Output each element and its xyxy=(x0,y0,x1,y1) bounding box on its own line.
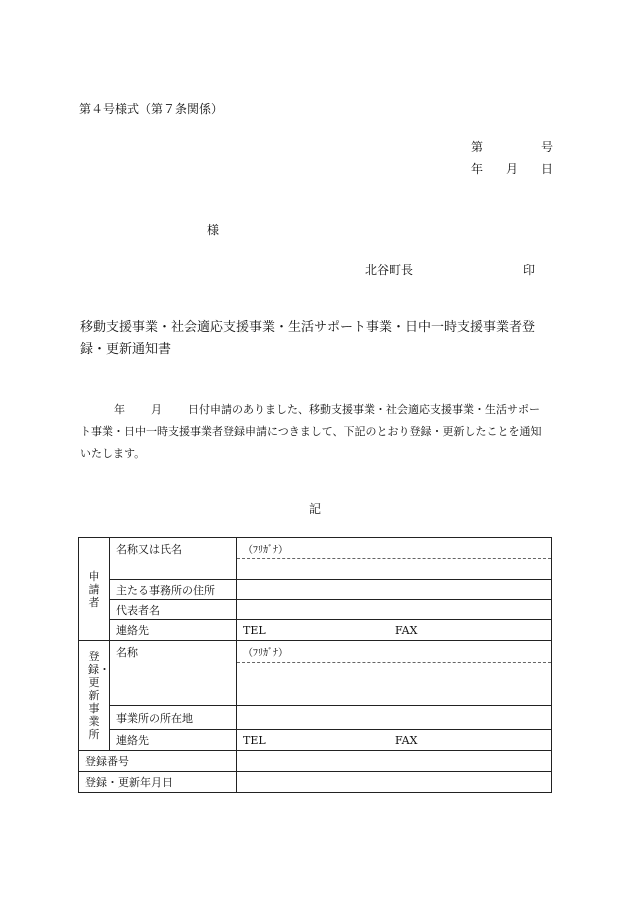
seal-mark: 印 xyxy=(523,263,536,277)
office-location-label: 事業所の所在地 xyxy=(110,706,237,730)
form-number: 第４号様式（第７条関係） xyxy=(79,102,224,116)
addressee-honorific: 様 xyxy=(207,223,220,237)
notice-body xyxy=(80,399,550,465)
office-fax-label: FAX xyxy=(395,733,418,747)
ki-heading: 記 xyxy=(309,502,322,516)
representative-field[interactable] xyxy=(237,600,552,620)
main-office-address-field[interactable] xyxy=(237,580,552,600)
office-furigana-field[interactable]: （ﾌﾘｶﾞﾅ） xyxy=(237,641,552,663)
registration-number-field[interactable] xyxy=(237,751,552,772)
body-month: 月 xyxy=(151,403,162,416)
applicant-contact-field[interactable] xyxy=(237,620,552,641)
office-location-field[interactable] xyxy=(237,706,552,730)
date-day-label: 日 xyxy=(541,162,554,176)
registration-date-label: 登録・更新年月日 xyxy=(79,772,237,793)
registration-number-label: 登録番号 xyxy=(79,751,237,772)
representative-label: 代表者名 xyxy=(110,600,237,620)
office-contact-field[interactable] xyxy=(237,730,552,751)
office-name-label: 名称 xyxy=(110,641,237,706)
office-contact-label: 連絡先 xyxy=(110,730,237,751)
office-name-field[interactable] xyxy=(237,663,552,706)
document-number-label: 第 xyxy=(471,140,484,154)
date-year-label: 年 xyxy=(471,162,484,176)
issuer-name: 北谷町長 xyxy=(365,263,414,277)
registration-date-field[interactable] xyxy=(237,772,552,793)
document-title: 移動支援事業・社会適応支援事業・生活サポート事業・日中一時支援事業者登録・更新通知書 xyxy=(80,320,536,357)
office-tel-label: TEL xyxy=(243,733,266,747)
registration-table xyxy=(78,537,552,793)
applicant-fax-label: FAX xyxy=(395,623,418,637)
registrant-group-label: 登録・更新事業所 xyxy=(79,641,110,751)
date-month-label: 月 xyxy=(506,162,519,176)
main-office-address-label: 主たる事務所の住所 xyxy=(110,580,237,600)
body-year: 年 xyxy=(114,403,125,416)
applicant-name-field[interactable] xyxy=(237,559,552,580)
document-number-suffix: 号 xyxy=(541,140,554,154)
applicant-contact-label: 連絡先 xyxy=(110,620,237,641)
applicant-group-label: 申請者 xyxy=(79,538,110,641)
applicant-tel-label: TEL xyxy=(243,623,266,637)
body-text: 日付申請のありました、移動支援事業・社会適応支援事業・生活サポート事業・日中一時支援事業者登録申請につきまして、下記のとおり登録・更新したことを通知いたします。 xyxy=(80,403,542,460)
applicant-name-label: 名称又は氏名 xyxy=(110,538,237,580)
applicant-furigana-field[interactable]: （ﾌﾘｶﾞﾅ） xyxy=(237,538,552,559)
